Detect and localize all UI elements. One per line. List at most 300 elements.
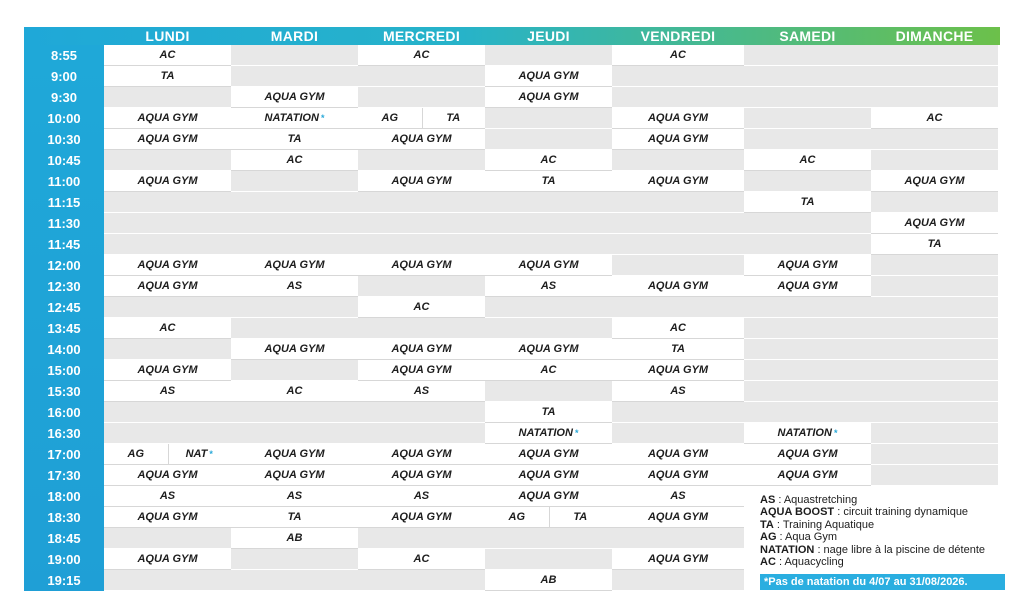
time-label: 11:00 [47,174,81,189]
day-header-samedi: SAMEDI [779,28,836,44]
class-label: AQUA GYM [647,553,709,565]
empty-cell [612,66,744,87]
empty-cell [612,402,744,423]
empty-cell [871,318,998,339]
empty-cell [231,360,358,381]
class-cell [485,66,612,87]
class-cell [612,444,744,465]
legend-item [760,506,1012,518]
time-label: 14:00 [47,342,81,357]
class-cell [104,360,231,381]
empty-cell [358,570,485,591]
empty-cell [358,402,485,423]
empty-cell [871,45,998,66]
day-header-mardi: MARDI [270,28,319,44]
class-label [168,444,232,464]
class-label-text: AG [508,511,525,523]
empty-cell [104,87,231,108]
empty-cell [744,66,871,87]
class-cell [485,444,612,465]
class-label: AQUA GYM [391,364,452,376]
empty-cell [104,213,231,234]
empty-cell [744,108,871,129]
legend-desc: : nage libre à la piscine de détente [814,543,986,556]
empty-cell [871,423,998,444]
class-cell [871,108,998,129]
time-label: 11:15 [47,195,81,210]
day-header-jeudi: JEUDI [527,28,570,44]
class-label: AQUA GYM [264,469,325,481]
legend-item [760,494,1012,506]
class-label: AS [159,490,176,502]
legend-item [760,519,1012,531]
empty-cell [871,339,998,360]
empty-cell [104,402,231,423]
empty-cell [744,234,871,255]
class-cell [358,45,485,66]
empty-cell [744,318,871,339]
empty-cell [485,108,612,129]
class-cell [358,339,485,360]
empty-cell [231,402,358,423]
time-label: 18:45 [47,531,81,546]
class-cell [485,423,612,444]
empty-cell [744,402,871,423]
class-label: AB [286,532,303,544]
class-label [358,108,423,128]
class-label: AC [413,49,430,61]
class-label: TA [287,133,302,145]
class-label: AQUA GYM [647,175,709,187]
class-cell [485,570,612,591]
empty-cell [231,66,358,87]
class-label-text: TA [573,511,588,523]
class-cell [104,381,231,402]
class-label: AQUA GYM [518,259,579,271]
class-cell [358,507,485,528]
day-header-lundi: LUNDI [145,28,190,44]
empty-cell [612,150,744,171]
class-cell [871,213,998,234]
class-label: AC [413,553,430,565]
legend-key: NATATION [760,543,815,556]
class-cell [104,465,231,486]
class-label: AS [286,280,303,292]
time-label: 9:30 [50,90,78,105]
class-label: AQUA GYM [137,259,198,271]
class-cell [358,444,485,465]
class-label: AC [540,364,557,376]
empty-cell [744,381,871,402]
empty-cell [231,234,358,255]
class-label: AC [286,154,303,166]
empty-cell [871,150,998,171]
class-label: TA [541,406,556,418]
class-cell [104,549,231,570]
class-cell [871,171,998,192]
class-label: AQUA GYM [647,511,709,523]
empty-cell [744,213,871,234]
class-label: AQUA GYM [647,448,709,460]
class-cell [358,108,485,129]
day-header-mercredi: MERCREDI [382,28,461,44]
class-cell [612,171,744,192]
natation-note: *Pas de natation du 4/07 au 31/08/2026. [760,574,1005,590]
empty-cell [104,297,231,318]
class-cell [104,276,231,297]
class-cell [358,171,485,192]
empty-cell [104,339,231,360]
class-label: AS [286,490,303,502]
legend [760,494,1012,568]
class-label: AQUA GYM [264,91,325,103]
class-label: AC [670,322,686,334]
class-label: AQUA GYM [647,112,709,124]
time-label: 12:45 [47,300,81,315]
time-label: 11:30 [47,216,81,231]
class-cell [231,507,358,528]
time-label: 11:45 [47,237,81,252]
class-label: AQUA GYM [518,490,579,502]
class-label: TA [671,343,685,355]
class-label: AQUA GYM [391,259,452,271]
empty-cell [358,150,485,171]
empty-cell [612,423,744,444]
time-label: 17:30 [47,468,81,483]
class-label: AQUA GYM [647,364,709,376]
empty-cell [871,381,998,402]
class-cell [358,465,485,486]
day-header-vendredi: VENDREDI [640,28,716,44]
class-cell [485,507,612,528]
class-label: AC [413,301,430,313]
empty-cell [485,528,612,549]
empty-cell [871,66,998,87]
class-cell [231,486,358,507]
class-label [549,507,613,527]
class-label [422,108,486,128]
empty-cell [485,549,612,570]
class-cell [231,465,358,486]
class-cell [612,129,744,150]
empty-cell [231,423,358,444]
class-label: AQUA GYM [264,343,325,355]
class-cell [104,66,231,87]
class-label: AQUA GYM [264,448,325,460]
class-label: AC [926,112,943,124]
empty-cell [871,465,998,486]
empty-cell [871,192,998,213]
class-cell [231,108,358,129]
class-label: AQUA GYM [137,553,198,565]
empty-cell [485,381,612,402]
asterisk-marker: * [574,428,579,438]
empty-cell [104,423,231,444]
class-label: AQUA GYM [647,280,709,292]
empty-cell [612,234,744,255]
class-cell [358,297,485,318]
class-label: AQUA GYM [137,280,198,292]
legend-item [760,544,1012,556]
empty-cell [871,297,998,318]
asterisk-marker: * [320,113,325,123]
class-label: AQUA GYM [137,175,198,187]
class-label: TA [160,70,175,82]
class-label: AQUA GYM [391,448,452,460]
class-cell [744,444,871,465]
class-label: AQUA GYM [391,133,452,145]
class-label: TA [927,238,942,250]
time-label: 19:00 [47,552,81,567]
class-label: AQUA GYM [904,217,965,229]
class-label: AQUA GYM [777,259,838,271]
class-cell [612,318,744,339]
empty-cell [231,45,358,66]
empty-cell [485,192,612,213]
class-cell [358,129,485,150]
class-label: AQUA GYM [264,259,325,271]
class-cell [104,108,231,129]
class-label: TA [541,175,556,187]
class-cell [744,276,871,297]
empty-cell [231,570,358,591]
legend-key: AC [760,556,776,569]
time-label: 15:00 [47,363,81,378]
empty-cell [231,549,358,570]
legend-key: AG [760,531,777,544]
empty-cell [612,528,744,549]
class-label: AC [799,154,816,166]
class-cell [612,45,744,66]
class-cell [744,423,871,444]
legend-desc: : Aqua Gym [776,531,838,544]
empty-cell [744,171,871,192]
class-label: AQUA GYM [137,364,198,376]
time-label: 17:00 [47,447,81,462]
class-label: AQUA GYM [518,70,579,82]
day-header-dimanche: DIMANCHE [895,28,974,44]
empty-cell [485,45,612,66]
empty-cell [871,360,998,381]
class-label: AQUA GYM [904,175,965,187]
time-label: 18:30 [47,510,81,525]
time-label: 19:15 [47,573,81,588]
empty-cell [871,87,998,108]
empty-cell [358,192,485,213]
time-label: 18:00 [47,489,81,504]
class-label: AC [670,49,686,61]
empty-cell [744,339,871,360]
class-label: AQUA GYM [518,448,579,460]
class-cell [871,234,998,255]
legend-desc: : Training Aquatique [773,518,875,531]
legend-key: AQUA BOOST [760,506,835,519]
class-cell [231,255,358,276]
class-cell [104,444,231,465]
empty-cell [358,66,485,87]
class-cell [485,87,612,108]
class-cell [231,528,358,549]
class-cell [104,486,231,507]
time-label: 16:00 [47,405,81,420]
legend-key: TA [760,518,774,531]
class-label: AQUA GYM [518,343,579,355]
class-cell [612,507,744,528]
class-cell [612,465,744,486]
class-label: AS [670,385,686,397]
class-label [485,507,550,527]
empty-cell [612,570,744,591]
empty-cell [612,192,744,213]
class-cell [231,150,358,171]
legend-desc: : circuit training dynamique [834,506,969,519]
empty-cell [485,129,612,150]
class-cell [231,129,358,150]
class-cell [231,339,358,360]
empty-cell [358,276,485,297]
class-cell [485,255,612,276]
class-cell [231,87,358,108]
class-cell [104,45,231,66]
empty-cell [871,276,998,297]
empty-cell [104,570,231,591]
class-cell [612,381,744,402]
empty-cell [358,423,485,444]
class-cell [485,402,612,423]
class-label: AQUA GYM [391,175,452,187]
class-label: TA [287,511,302,523]
empty-cell [485,297,612,318]
empty-cell [231,297,358,318]
class-label: AQUA GYM [137,112,198,124]
class-label [104,444,169,464]
empty-cell [485,234,612,255]
legend-item [760,531,1012,543]
empty-cell [744,45,871,66]
class-cell [612,339,744,360]
class-cell [231,276,358,297]
class-label: AQUA GYM [137,511,198,523]
class-label-text: AG [127,448,144,460]
empty-cell [485,318,612,339]
class-label: NATATION [264,112,319,124]
class-label: AC [159,49,176,61]
empty-cell [231,192,358,213]
class-cell [358,486,485,507]
class-cell [104,318,231,339]
empty-cell [104,192,231,213]
empty-cell [871,255,998,276]
empty-cell [358,234,485,255]
class-cell [485,171,612,192]
time-label: 10:00 [47,111,81,126]
time-label: 10:45 [47,153,81,168]
class-label: AQUA GYM [518,469,579,481]
class-label: AC [540,154,557,166]
empty-cell [871,129,998,150]
class-cell [744,255,871,276]
empty-cell [612,255,744,276]
empty-cell [612,87,744,108]
empty-cell [612,297,744,318]
class-cell [744,192,871,213]
class-label: AB [540,574,557,586]
asterisk-marker: * [209,449,213,459]
time-label: 8:55 [50,48,78,63]
class-label-text: TA [446,112,461,124]
class-cell [104,129,231,150]
class-label: AS [670,490,686,502]
class-cell [612,486,744,507]
class-cell [612,549,744,570]
class-label: AC [286,385,303,397]
class-cell [612,276,744,297]
empty-cell [871,402,998,423]
time-label: 12:30 [47,279,81,294]
time-label: 15:30 [47,384,81,399]
class-label: AC [159,322,176,334]
time-label: 10:30 [47,132,81,147]
empty-cell [358,213,485,234]
class-cell [485,339,612,360]
class-label: AS [413,385,430,397]
asterisk-marker: * [833,428,838,438]
class-label: AQUA GYM [777,469,838,481]
time-label: 9:00 [50,69,78,84]
empty-cell [104,234,231,255]
class-cell [104,255,231,276]
empty-cell [104,150,231,171]
class-label: AS [413,490,430,502]
empty-cell [358,528,485,549]
class-cell [612,108,744,129]
legend-desc: : Aquastretching [775,494,858,506]
empty-cell [744,129,871,150]
empty-cell [104,528,231,549]
class-cell [744,150,871,171]
class-label: AQUA GYM [777,280,838,292]
class-label: NATATION [777,427,832,439]
class-label: AQUA GYM [777,448,838,460]
empty-cell [871,444,998,465]
class-label: TA [800,196,815,208]
class-cell [358,381,485,402]
class-cell [485,276,612,297]
empty-cell [612,213,744,234]
class-label: AQUA GYM [647,469,709,481]
class-cell [485,465,612,486]
class-label: AS [540,280,557,292]
class-label: AQUA GYM [391,343,452,355]
class-cell [104,507,231,528]
class-cell [485,486,612,507]
class-label: AQUA GYM [137,133,198,145]
legend-desc: : Aquacycling [775,556,844,569]
class-label: AQUA GYM [647,133,709,145]
empty-cell [231,213,358,234]
class-cell [231,381,358,402]
class-label: AQUA GYM [518,91,579,103]
class-label: AQUA GYM [391,511,452,523]
empty-cell [744,87,871,108]
legend-item [760,556,1012,568]
empty-cell [231,318,358,339]
time-label: 13:45 [47,321,81,336]
class-cell [612,360,744,381]
class-label-text: NAT [185,448,208,460]
class-cell [744,465,871,486]
class-cell [358,255,485,276]
